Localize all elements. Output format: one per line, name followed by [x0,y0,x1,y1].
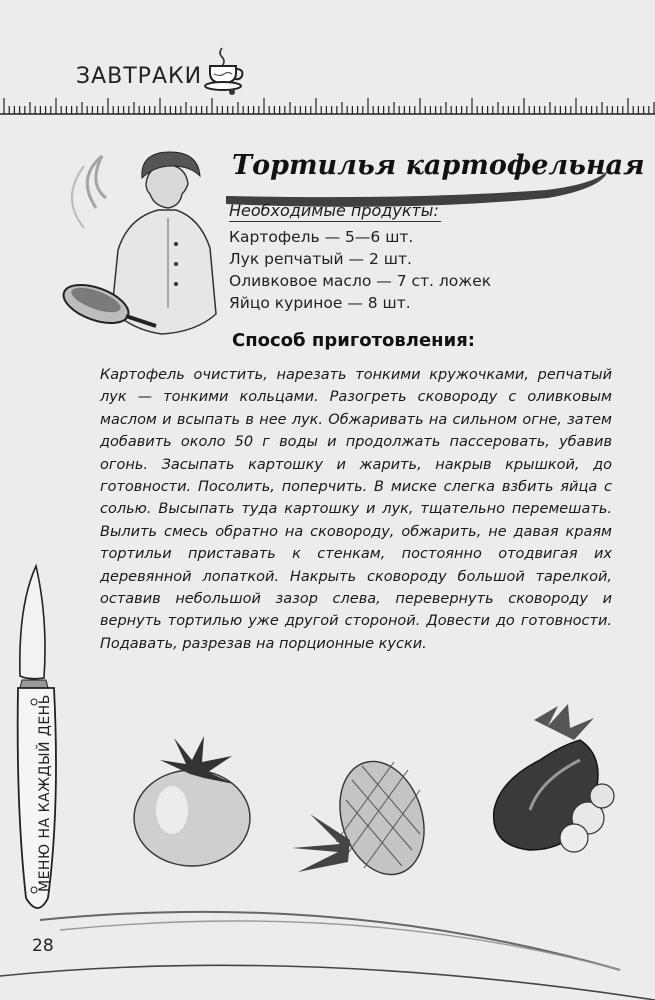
tomato-illustration [128,730,258,870]
section-title: ЗАВТРАКИ [76,64,203,89]
ingredients-heading: Необходимые продукты: [229,201,441,222]
ingredients-list [229,226,491,314]
method-heading: Способ приготовления: [232,330,475,351]
ruler-divider [0,92,655,124]
page-number: 28 [32,936,54,956]
chef-illustration [56,148,226,348]
list-item: Яйцо куриное — 8 шт. [229,294,411,312]
list-item: Лук репчатый — 2 шт. [229,250,412,268]
list-item: Оливковое масло — 7 ст. ложек [229,272,492,290]
coffee-cup-icon [200,44,248,96]
method-text: Картофель очистить, нарезать тонкими кружочками, репчатый лук — тонкими кольцами. Разогреть сковороду с оливковым маслом и всыпать в нее лук. Обжаривать на сильном огне, затем добавить около 50 г воды и продолжать пассеровать, убавив огонь. Засыпать картошку и жарить, накрыв крышкой, до готовности. Посолить, поперчить. В миске слегка взбить яйца с солью. Высыпать туда картошку и лук, тщательно перемешать. Вылить смесь обратно на сковороду, обжарить, не давая краям тортильи приставать к стенкам, постоянно отодвигая их деревянной лопаткой. Накрыть сковороду большой тарелкой, оставив небольшой зазор слева, перевернуть сковороду и вернуть тортилью уже другой стороной. Довести до готовности. Подавать, разрезав на порционные куски. [100,367,612,652]
pineapple-illustration [290,750,440,890]
recipe-title: Тортилья картофельная [232,150,645,181]
book-series-label: МЕНЮ НА КАЖДЫЙ ДЕНЬ [37,694,53,892]
bottom-decorative-swoosh [0,880,655,1000]
eggplant-illustration [470,700,620,860]
list-item: Картофель — 5—6 шт. [229,228,414,246]
